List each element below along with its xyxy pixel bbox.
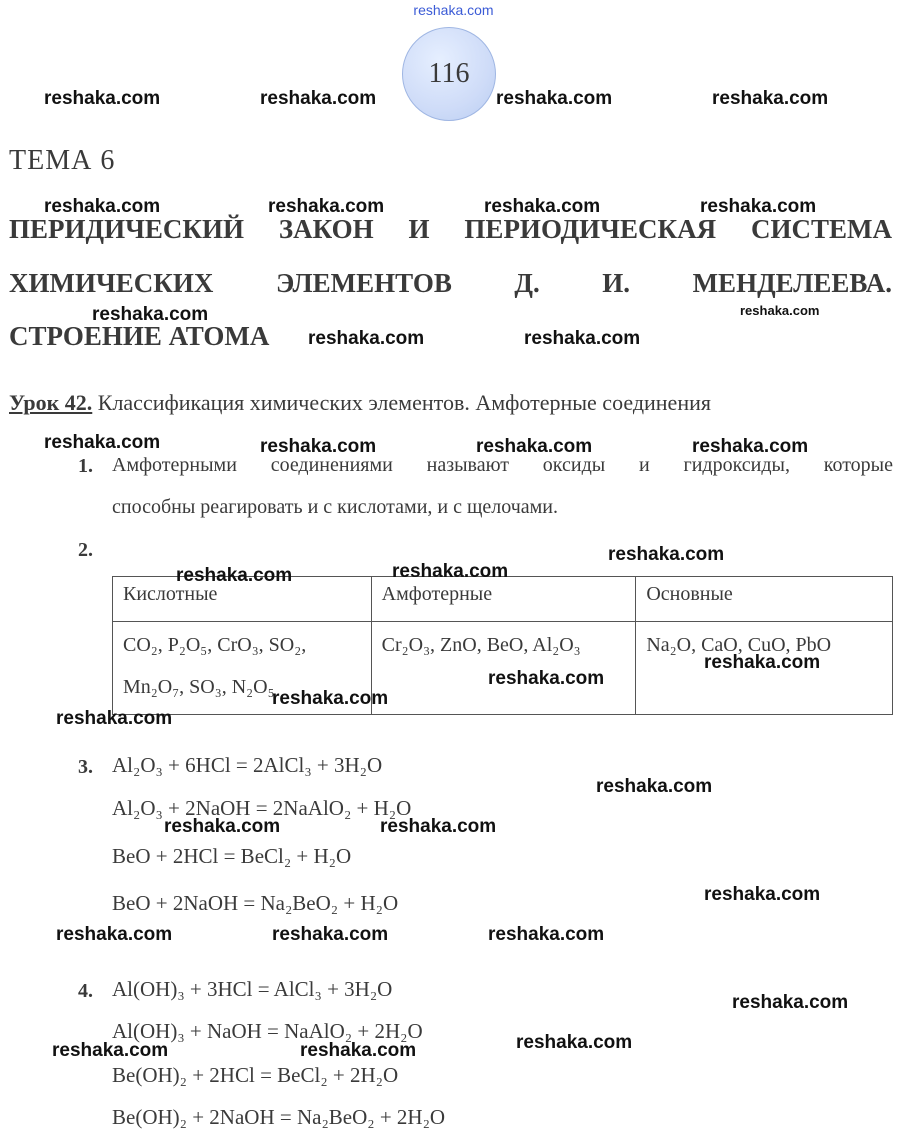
watermark: reshaka.com	[484, 196, 601, 217]
question-2-number: 2.	[78, 539, 93, 561]
watermark: reshaka.com	[56, 924, 173, 945]
watermark: reshaka.com	[476, 436, 593, 457]
title-line-2: ХИМИЧЕСКИХ ЭЛЕМЕНТОВ Д. И. МЕНДЕЛЕЕВА.	[9, 268, 892, 298]
watermark: reshaka.com	[516, 1032, 633, 1053]
watermark: reshaka.com	[44, 432, 161, 453]
watermark: reshaka.com	[56, 708, 173, 729]
watermark: reshaka.com	[260, 88, 377, 109]
question-1-line-1: Амфотерными соединениями называют оксиды и гидроксиды, которые	[112, 454, 893, 476]
equation: BeO + 2HCl = BeCl₂ + H₂O	[112, 844, 352, 868]
watermark: reshaka.com	[608, 544, 725, 565]
lesson-title: Классификация химических элементов. Амфотерные соединения	[97, 390, 711, 415]
watermark: reshaka.com	[488, 668, 605, 689]
watermark: reshaka.com	[260, 436, 377, 457]
equation: BeO + 2NaOH = Na₂BeO₂ + H₂O	[112, 891, 399, 915]
equation: Be(OH)₂ + 2HCl = BeCl₂ + 2H₂O	[112, 1063, 399, 1087]
watermark: reshaka.com	[164, 816, 281, 837]
watermark: reshaka.com	[496, 88, 613, 109]
question-1-number: 1.	[78, 455, 93, 477]
watermark: reshaka.com	[704, 884, 821, 905]
watermark: reshaka.com	[392, 561, 509, 582]
lesson-heading	[9, 390, 711, 416]
topic-heading: ТЕМА 6	[9, 145, 116, 176]
watermark: reshaka.com	[176, 565, 293, 586]
equation: Al₂O₃ + 2NaOH = 2NaAlO₂ + H₂O	[112, 796, 412, 820]
watermark: reshaka.com	[488, 924, 605, 945]
watermark: reshaka.com	[380, 816, 497, 837]
watermark: reshaka.com	[700, 196, 817, 217]
equation: Al(OH)₃ + 3HCl = AlCl₃ + 3H₂O	[112, 977, 393, 1001]
equation: Al₂O₃ + 6HCl = 2AlCl₃ + 3H₂O	[112, 753, 383, 777]
question-4-number: 4.	[78, 980, 93, 1002]
page-number: 116	[428, 58, 470, 89]
equation: Be(OH)₂ + 2NaOH = Na₂BeO₂ + 2H₂O	[112, 1105, 446, 1129]
watermark: reshaka.com	[44, 88, 161, 109]
watermark: reshaka.com	[44, 196, 161, 217]
watermark: reshaka.com	[596, 776, 713, 797]
watermark: reshaka.com	[524, 328, 641, 349]
acidic-line-1: CO₂, P₂O₅, CrO₃, SO₂,	[123, 634, 307, 656]
watermark: reshaka.com	[732, 992, 849, 1013]
lesson-number: Урок 42.	[9, 390, 93, 415]
watermark: reshaka.com	[704, 652, 821, 673]
watermark: reshaka.com	[692, 436, 809, 457]
cell-amphoteric: Cr₂O₃, ZnO, BeO, Al₂O₃	[371, 622, 636, 715]
watermark: reshaka.com	[272, 924, 389, 945]
watermark: reshaka.com	[712, 88, 829, 109]
watermark: reshaka.com	[300, 1040, 417, 1061]
watermark: reshaka.com	[268, 196, 385, 217]
watermark: reshaka.com	[308, 328, 425, 349]
title-line-3: СТРОЕНИЕ АТОМА	[9, 321, 270, 351]
equation: Al(OH)₃ + NaOH = NaAlO₂ + 2H₂O	[112, 1019, 423, 1043]
watermark: reshaka.com	[740, 303, 820, 318]
question-3-number: 3.	[78, 756, 93, 778]
header-amphoteric: Амфотерные	[371, 577, 636, 622]
page-number-badge	[402, 27, 496, 121]
cell-basic: Na₂O, CaO, CuO, PbO	[636, 622, 893, 715]
title-line-1: ПЕРИДИЧЕСКИЙ ЗАКОН И ПЕРИОДИЧЕСКАЯ СИСТЕМА	[9, 214, 892, 244]
question-1-line-2: способны реагировать и с кислотами, и с щелочами.	[112, 496, 559, 518]
acidic-line-2: Mn₂O₇, SO₃, N₂O₅	[123, 676, 275, 698]
header-acidic: Кислотные	[113, 577, 372, 622]
watermark: reshaka.com	[52, 1040, 169, 1061]
site-header-link[interactable]: reshaka.com	[413, 2, 494, 18]
watermark: reshaka.com	[92, 304, 209, 325]
oxides-table	[112, 576, 893, 715]
watermark: reshaka.com	[272, 688, 389, 709]
header-basic: Основные	[636, 577, 893, 622]
